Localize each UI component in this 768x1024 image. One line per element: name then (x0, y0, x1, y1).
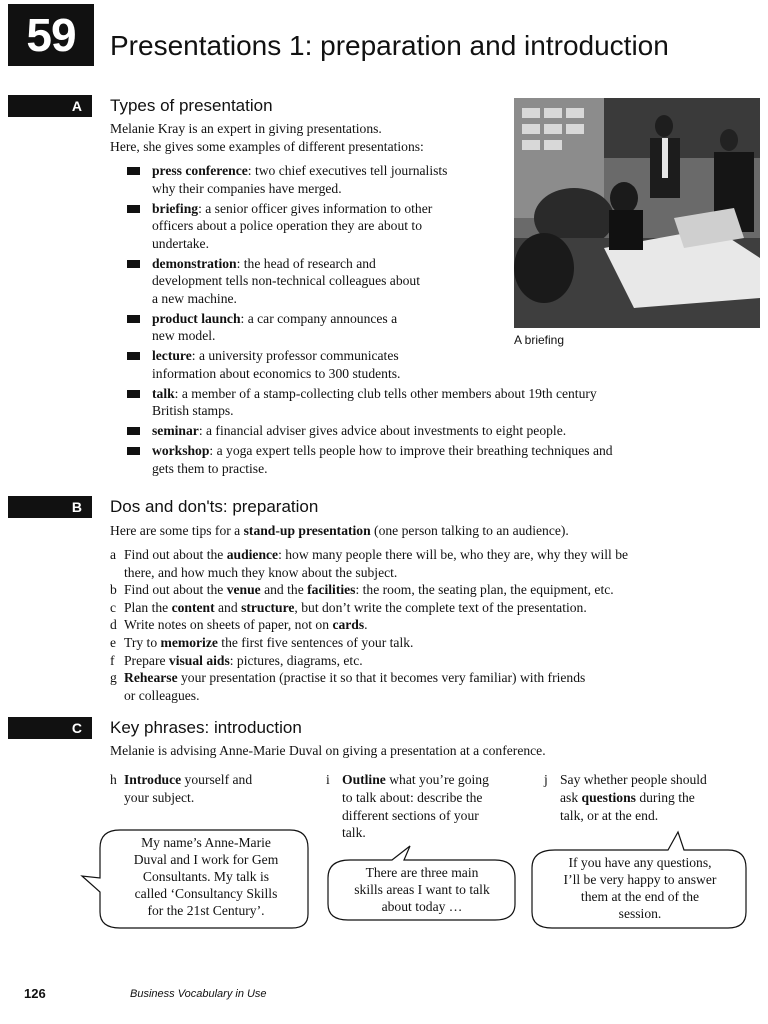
section-a-intro (110, 120, 424, 156)
section-c-heading: Key phrases: introduction (110, 718, 302, 737)
term: lecture (152, 348, 192, 363)
speech-bubble-text-3: If you have any questions, I’ll be very happy to answer them at the end of the session. (563, 855, 717, 921)
term: seminar (152, 423, 199, 438)
section-a-tab: A (8, 95, 92, 117)
bullet-square (127, 205, 140, 213)
tip-text: Rehearse your presentation (practise it so that it becomes very familiar) with friends or colleagues. (124, 670, 586, 703)
intro-text: (one person talking to an audience). (370, 523, 569, 538)
section-b-tab: B (8, 496, 92, 518)
tip-item (110, 616, 730, 634)
presentation-type-item (110, 347, 492, 382)
bullet-square (127, 390, 140, 398)
section-b-intro (110, 522, 569, 540)
speech-bubble-text-1: My name’s Anne-Marie Duval and I work for Gem Consultants. My talk is called ‘Consultancy Skills for the 21st Century’. (133, 835, 279, 918)
definition: : a yoga expert tells people how to improve their breathing techniques and gets them to practise. (152, 443, 613, 476)
presentation-type-item (110, 442, 752, 477)
definition: : a senior officer gives information to other officers about a police operation they are about to undertake. (152, 200, 433, 251)
definition: : the head of research and development tells non-technical colleagues about a new machine. (152, 255, 421, 306)
unit-number-badge: 59 (8, 4, 94, 66)
presentation-type-item (110, 162, 512, 197)
bullet-square (127, 447, 140, 455)
page-number: 126 (24, 986, 46, 1001)
definition: : two chief executives tell journalists why their companies have merged. (152, 163, 448, 196)
presentation-type-item (110, 385, 752, 420)
term: workshop (152, 443, 210, 458)
section-c-tab: C (8, 717, 92, 739)
phrase-term: Outline (342, 772, 386, 787)
presentation-type-item (110, 310, 492, 345)
bullet-square (127, 352, 140, 360)
preparation-tips-list (110, 546, 730, 704)
phrase-letter: j (544, 772, 548, 787)
tip-item (110, 581, 730, 599)
phrase-letter: h (110, 772, 117, 787)
book-title: Business Vocabulary in Use (130, 988, 267, 1000)
term: demonstration (152, 255, 237, 271)
briefing-photo-image (514, 98, 760, 328)
phrase-term: questions (581, 789, 636, 805)
definition: : a financial adviser gives advice about investments to eight people. (198, 423, 567, 438)
bullet-square (127, 427, 140, 435)
intro-line: Melanie Kray is an expert in giving presentations. (110, 121, 382, 136)
intro-line: Here, she gives some examples of different presentations: (110, 139, 424, 154)
speech-bubble-text-2: There are three main skills areas I want to talk about today … (354, 865, 490, 914)
presentation-type-item (110, 255, 512, 308)
term: briefing (152, 200, 199, 216)
tip-text: Prepare visual aids: pictures, diagrams, etc. (124, 652, 363, 668)
term: talk (152, 385, 175, 401)
key-phrase-j: j Say whether people should ask questions during the talk, or at the end. (544, 772, 707, 823)
tip-letter: g (110, 670, 117, 686)
definition: : a car company announces a new model. (152, 310, 398, 343)
phrase-term: Introduce (124, 772, 182, 787)
page-title: Presentations 1: preparation and introduction (110, 30, 669, 61)
tip-text: Plan the content and structure, but don’t write the complete text of the presentation. (124, 599, 587, 615)
tip-item (110, 546, 730, 581)
term: press conference (152, 163, 248, 178)
key-phrase-h: h Introduce yourself and your subject. (110, 772, 253, 805)
presentation-type-item (110, 200, 512, 253)
photo-caption: A briefing (514, 333, 565, 347)
briefing-photo (514, 98, 760, 328)
section-c-intro: Melanie is advising Anne-Marie Duval on giving a presentation at a conference. (110, 743, 546, 758)
tip-letter: f (110, 652, 115, 668)
tip-text: Find out about the audience: how many people there will be, who they are, why they will be there, and how much they know about the subject. (124, 547, 629, 580)
presentation-type-item (110, 422, 752, 440)
definition: : a university professor communicates information about economics to 300 students. (152, 348, 401, 381)
section-a-heading: Types of presentation (110, 96, 273, 115)
bullet-square (127, 260, 140, 268)
tip-letter: b (110, 582, 117, 598)
tip-letter: c (110, 599, 117, 615)
tip-item (110, 634, 730, 652)
bullet-square (127, 167, 140, 175)
section-b-heading: Dos and don'ts: preparation (110, 497, 319, 516)
tip-item (110, 599, 730, 617)
key-phrase-i: i Outline what you’re going to talk about: describe the different sections of your talk. (326, 772, 489, 841)
tip-letter: d (110, 617, 117, 633)
tip-text: Try to memorize the first five sentences of your talk. (124, 634, 414, 650)
tip-text: Write notes on sheets of paper, not on cards. (124, 617, 368, 633)
phrase-letter: i (326, 772, 330, 787)
bullet-square (127, 315, 140, 323)
tip-item (110, 652, 730, 670)
tip-item (110, 669, 730, 704)
intro-text: Here are some tips for a (110, 523, 244, 538)
tip-letter: a (110, 547, 117, 562)
term: product launch (152, 310, 241, 326)
intro-term: stand-up presentation (243, 523, 371, 538)
tip-letter: e (110, 634, 117, 650)
definition: : a member of a stamp-collecting club tells other members about 19th century British stamps. (152, 385, 597, 418)
tip-text: Find out about the venue and the facilities: the room, the seating plan, the equipment, etc. (124, 582, 614, 598)
